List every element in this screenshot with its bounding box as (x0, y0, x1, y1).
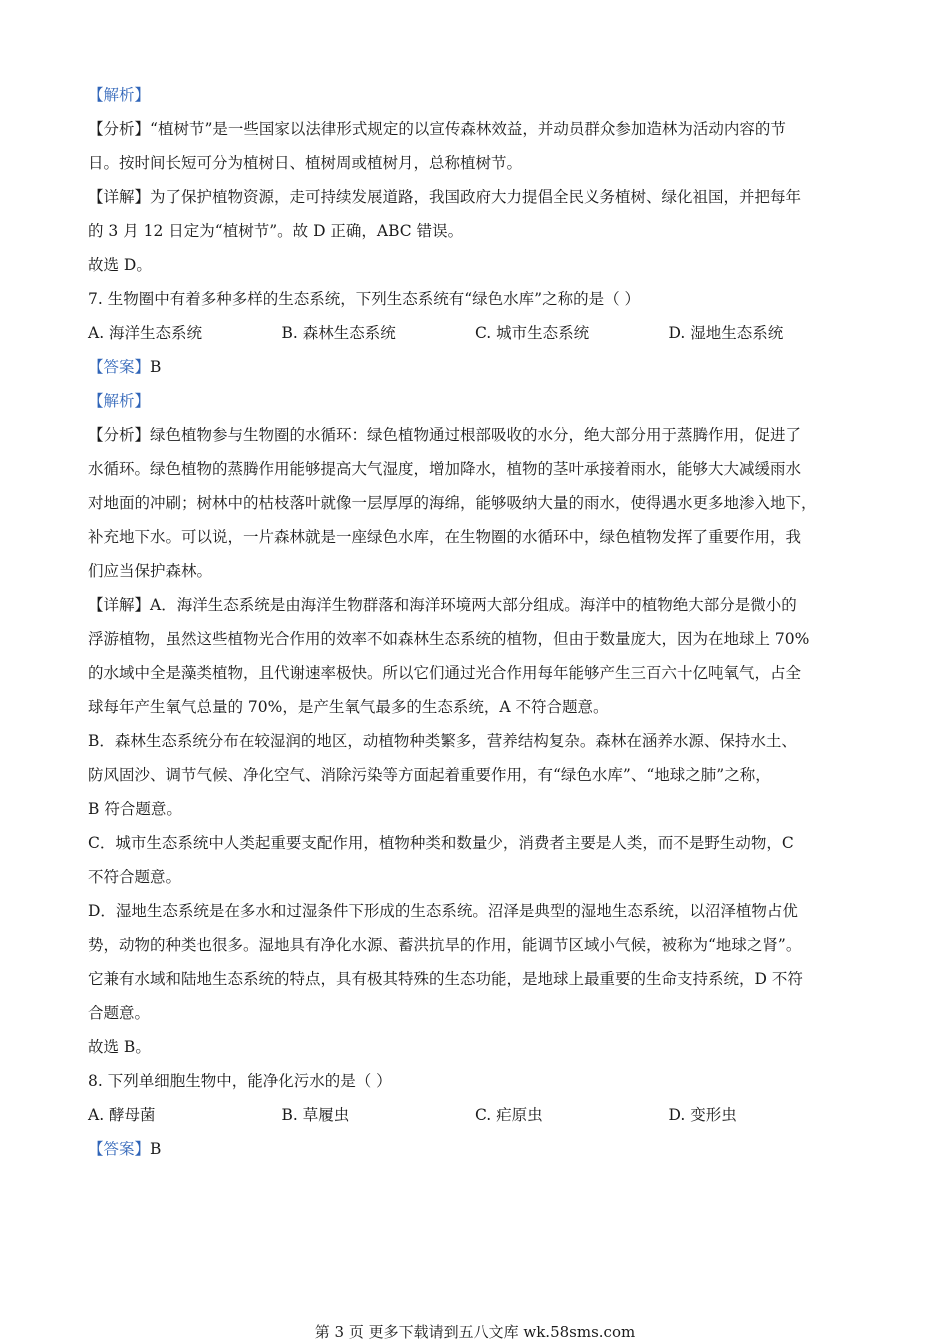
option-b: B. 森林生态系统 (281, 324, 396, 342)
fenxi-line: 们应当保护森林。 (88, 562, 213, 580)
fenxi-line: 对地面的冲刷；树林中的枯枝落叶就像一层厚厚的海绵，能够吸纳大量的雨水，使得遇水更多地渗入地下， (88, 494, 817, 512)
question-7-stem: 7. 生物圈中有着多种多样的生态系统，下列生态系统有“绿色水库”之称的是（ ） (88, 290, 640, 308)
conclusion: 故选 B。 (88, 1038, 151, 1056)
option-a: A. 酵母菌 (88, 1106, 156, 1124)
fenxi-line: 【分析】绿色植物参与生物圈的水循环：绿色植物通过根部吸收的水分，绝大部分用于蒸腾作用，促进了 (88, 426, 802, 444)
detail-d-line: 合题意。 (88, 1004, 151, 1022)
detail-d-line: 它兼有水域和陆地生态系统的特点，具有极其特殊的生态功能，是地球上最重要的生命支持系统，D 不符 (88, 970, 803, 988)
question-7-options (88, 316, 862, 350)
fenxi-line: 【分析】“植树节”是一些国家以法律形式规定的以宣传森林效益，并动员群众参加造林为活动内容的节 (88, 120, 786, 138)
page-footer: 第 3 页 更多下载请到五八文库 wk.58sms.com (314, 1323, 636, 1341)
detail-b-line: B 符合题意。 (88, 800, 182, 818)
detail-b-line: 防风固沙、调节气候、净化空气、消除污染等方面起着重要作用，有“绿色水库”、“地球之肺”之称， (88, 766, 771, 784)
answer-line: 【答案】B (88, 358, 162, 376)
detail-d-line: 势，动物的种类也很多。湿地具有净化水源、蓄洪抗旱的作用，能调节区域小气候，被称为“地球之肾”。 (88, 936, 802, 954)
option-c: C. 城市生态系统 (475, 324, 590, 342)
answer-line: 【答案】B (88, 1140, 162, 1158)
question-8-stem: 8. 下列单细胞生物中，能净化污水的是（ ） (88, 1072, 392, 1090)
fenxi-line: 补充地下水。可以说，一片森林就是一座绿色水库，在生物圈的水循环中，绿色植物发挥了重要作用，我 (88, 528, 802, 546)
detail-b-line: B．森林生态系统分布在较湿润的地区，动植物种类繁多，营养结构复杂。森林在涵养水源、保持水土、 (88, 732, 797, 750)
detail-line: 的水域中全是藻类植物，且代谢速率极快。所以它们通过光合作用每年能够产生三百六十亿吨氧气，占全 (88, 664, 802, 682)
option-d: D. 湿地生态系统 (668, 324, 784, 342)
option-b: B. 草履虫 (281, 1106, 350, 1124)
analysis-heading: 【解析】 (88, 86, 151, 104)
conclusion: 故选 D。 (88, 256, 152, 274)
fenxi-line: 日。按时间长短可分为植树日、植树周或植树月，总称植树节。 (88, 154, 523, 172)
fenxi-line: 水循环。绿色植物的蒸腾作用能够提高大气湿度，增加降水，植物的茎叶承接着雨水，能够大大减缓雨水 (88, 460, 802, 478)
detail-line: 的 3 月 12 日定为“植树节”。故 D 正确，ABC 错误。 (88, 222, 464, 240)
detail-line: 【详解】A．海洋生态系统是由海洋生物群落和海洋环境两大部分组成。海洋中的植物绝大部分是微小的 (88, 596, 797, 614)
detail-d-line: D．湿地生态系统是在多水和过湿条件下形成的生态系统。沼泽是典型的湿地生态系统，以沼泽植物占优 (88, 902, 798, 920)
detail-line: 球每年产生氧气总量的 70%，是产生氧气最多的生态系统，A 不符合题意。 (88, 698, 609, 716)
detail-line: 浮游植物，虽然这些植物光合作用的效率不如森林生态系统的植物，但由于数量庞大，因为在地球上 70% (88, 630, 810, 648)
option-d: D. 变形虫 (668, 1106, 737, 1124)
question-8-options (88, 1098, 862, 1132)
detail-line: 【详解】为了保护植物资源，走可持续发展道路，我国政府大力提倡全民义务植树、绿化祖国，并把每年 (88, 188, 802, 206)
option-a: A. 海洋生态系统 (88, 324, 203, 342)
analysis-heading: 【解析】 (88, 392, 151, 410)
detail-c-line: C．城市生态系统中人类起重要支配作用，植物种类和数量少，消费者主要是人类，而不是野生动物，C (88, 834, 794, 852)
document-body (88, 78, 862, 1166)
detail-c-line: 不符合题意。 (88, 868, 182, 886)
option-c: C. 疟原虫 (475, 1106, 543, 1124)
